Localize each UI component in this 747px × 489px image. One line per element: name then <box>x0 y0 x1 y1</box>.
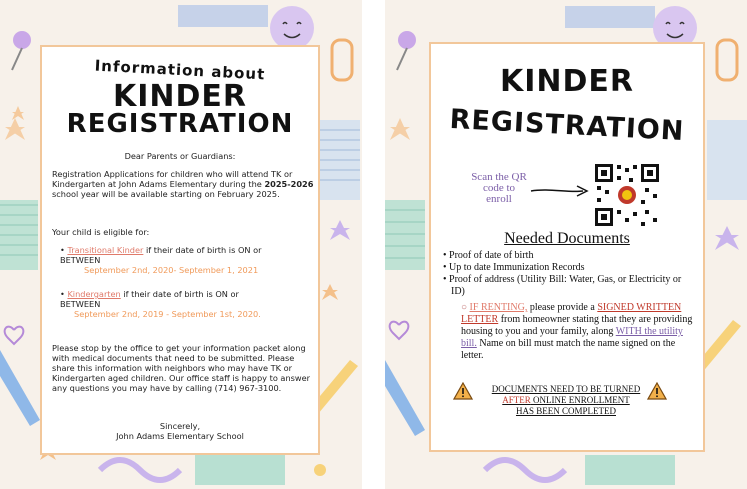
documents-list <box>443 250 693 298</box>
signature: John Adams Elementary School <box>116 431 244 441</box>
info-card <box>40 45 320 455</box>
title-line2: REGISTRATION <box>448 103 686 148</box>
eligibility-item-2: • Kindergarten if their date of birth is ON or BETWEEN September 2nd, 2019 - September 1st, 2020. <box>60 289 261 319</box>
list-item: • Proof of date of birth <box>443 250 534 261</box>
list-item: • Up to date Immunization Records <box>443 262 585 273</box>
eligibility-item-1: • Transitional Kinder if their date of birth is ON or BETWEEN September 2nd, 2020- September 1, 2021 <box>60 245 262 275</box>
intro-paragraph: Registration Applications for children who will attend TK or Kindergarten at John Adams Elementary during the 2025-2026 school year will be available starting on February 2025. <box>52 169 314 199</box>
sincerely: Sincerely, <box>159 421 201 431</box>
if-renting-link[interactable]: IF RENTING, <box>469 302 528 313</box>
scan-text: Scan the QR code to enroll <box>471 171 527 205</box>
qr-code-icon[interactable] <box>593 162 661 228</box>
kindergarten-link[interactable]: Kindergarten <box>67 289 121 299</box>
eligible-text: Your child is eligible for: <box>52 227 150 237</box>
left-flyer <box>0 0 362 489</box>
utility-bill-link[interactable]: WITH the utility bill. <box>461 326 683 349</box>
closing-paragraph: Please stop by the office to get your information packet along with medical documents that need to be submitted. Please share this information with neighbors who may have TK or Kindergarten aged children. Our office staff is happy to answer any questions you may have by calling (714) 967-3100. <box>52 343 311 393</box>
renting-note: ○ IF RENTING, please provide a SIGNED WRITTEN LETTER from homeowner stating that they are providing housing to you and your family, along WITH the utility bill. Name on bill must match the name signed on the letter. <box>461 302 693 361</box>
signed-letter-link[interactable]: SIGNED WRITTEN LETTER <box>461 302 682 325</box>
subtitle: Information about <box>94 56 266 84</box>
greeting: Dear Parents or Guardians: <box>124 151 236 161</box>
documents-card <box>429 42 705 452</box>
transitional-kinder-link[interactable]: Transitional Kinder <box>67 245 144 255</box>
list-item: • Proof of address (Utility Bill: Water, Gas, or Electricity or ID) <box>443 274 682 297</box>
title-line1: KINDER <box>112 79 247 114</box>
enrollment-notice: DOCUMENTS NEED TO BE TURNED AFTER ONLINE ENROLLMENT HAS BEEN COMPLETED <box>491 384 641 416</box>
title-line2: REGISTRATION <box>66 109 294 139</box>
needed-documents-heading: Needed Documents <box>504 230 630 247</box>
warning-icon <box>647 382 667 400</box>
title-line1: KINDER <box>499 64 634 99</box>
warning-icon <box>453 382 473 400</box>
arrow-right-icon <box>529 184 591 198</box>
right-flyer <box>385 0 747 489</box>
